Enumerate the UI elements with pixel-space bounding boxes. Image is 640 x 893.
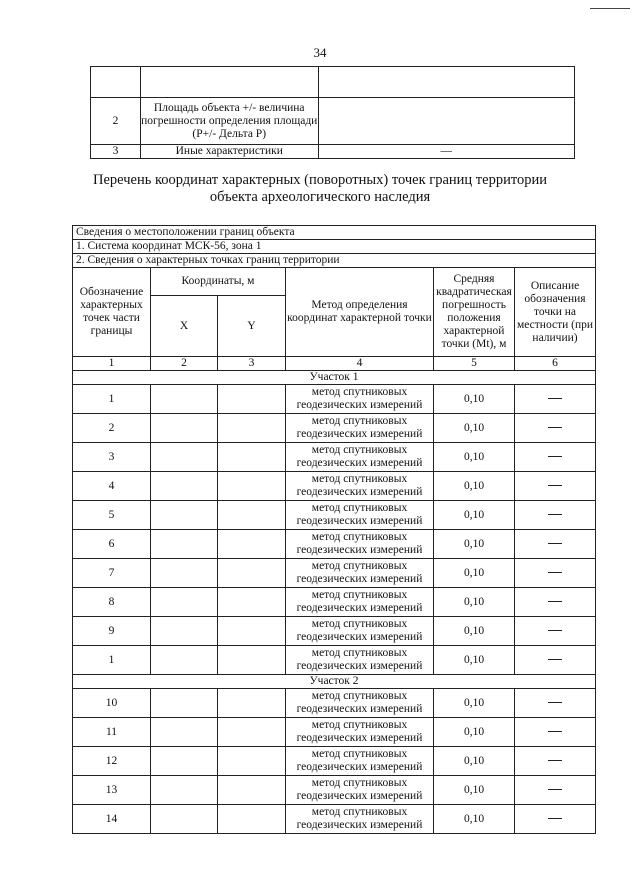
method-text: геодезических измерений [296, 819, 423, 831]
table-row [73, 530, 596, 559]
method-cell [286, 472, 434, 501]
characteristic-name [140, 67, 318, 98]
table-row [73, 501, 596, 530]
accuracy-value: 0,10 [434, 588, 515, 617]
dash-mark [548, 760, 562, 761]
accuracy-value: 0,10 [434, 747, 515, 776]
y-coordinate [218, 414, 286, 443]
y-coordinate [218, 747, 286, 776]
method-cell [286, 385, 434, 414]
method-text: метод спутниковых [311, 415, 408, 427]
method-text: геодезических измерений [296, 515, 423, 527]
description-cell [515, 414, 596, 443]
y-coordinate [218, 588, 286, 617]
method-text: метод спутниковых [311, 444, 408, 456]
table-row [91, 145, 575, 159]
description-cell [515, 530, 596, 559]
table-row [73, 588, 596, 617]
point-number: 13 [73, 776, 151, 805]
x-header: X [151, 296, 218, 357]
method-text: метод спутниковых [311, 748, 408, 760]
section-header: Сведения о местоположении границ объекта [73, 226, 596, 240]
method-text: геодезических измерений [296, 399, 423, 411]
method-text: геодезических измерений [296, 573, 423, 585]
description-cell [515, 689, 596, 718]
dash-mark [548, 659, 562, 660]
table-row [73, 385, 596, 414]
point-number: 8 [73, 588, 151, 617]
table-row [73, 646, 596, 675]
characteristic-value [318, 67, 574, 98]
method-text: метод спутниковых [311, 531, 408, 543]
coordinates-table [72, 225, 596, 834]
dash-mark [548, 514, 562, 515]
title-line-1: Перечень координат характерных (поворотных) точек границ территории [92, 172, 548, 188]
method-text: метод спутниковых [311, 777, 408, 789]
table-row [73, 747, 596, 776]
x-coordinate [151, 776, 218, 805]
method-text: метод спутниковых [311, 473, 408, 485]
parcel-label-row [73, 371, 596, 385]
top-edge-line [590, 8, 630, 9]
description-cell [515, 776, 596, 805]
dash-mark [548, 543, 562, 544]
parcel-label: Участок 1 [73, 371, 596, 385]
point-number: 9 [73, 617, 151, 646]
point-number: 6 [73, 530, 151, 559]
description-cell [515, 805, 596, 834]
description-cell [515, 559, 596, 588]
y-coordinate [218, 501, 286, 530]
method-text: метод спутниковых [311, 386, 408, 398]
x-coordinate [151, 747, 218, 776]
accuracy-value: 0,10 [434, 718, 515, 747]
description-cell [515, 472, 596, 501]
x-coordinate [151, 414, 218, 443]
x-coordinate [151, 617, 218, 646]
accuracy-value: 0,10 [434, 559, 515, 588]
method-text: метод спутниковых [311, 719, 408, 731]
y-coordinate [218, 559, 286, 588]
method-text: геодезических измерений [296, 761, 423, 773]
x-coordinate [151, 805, 218, 834]
x-coordinate [151, 559, 218, 588]
method-text: метод спутниковых [311, 560, 408, 572]
row-number: 3 [91, 145, 141, 159]
description-cell [515, 617, 596, 646]
dash-mark [548, 731, 562, 732]
method-text: геодезических измерений [296, 703, 423, 715]
method-text: геодезических измерений [296, 602, 423, 614]
description-cell [515, 501, 596, 530]
point-number: 4 [73, 472, 151, 501]
accuracy-value: 0,10 [434, 501, 515, 530]
dash-mark [548, 456, 562, 457]
method-cell [286, 776, 434, 805]
dash-mark [548, 601, 562, 602]
x-coordinate [151, 501, 218, 530]
accuracy-value: 0,10 [434, 646, 515, 675]
method-text: геодезических измерений [296, 631, 423, 643]
coordinates-header: Координаты, м [151, 268, 286, 296]
y-coordinate [218, 530, 286, 559]
method-text: метод спутниковых [311, 589, 408, 601]
table-row [91, 98, 575, 145]
characteristic-name: Площадь объекта +/- величина погрешности определения площади (Р+/- Дельта Р) [140, 98, 318, 145]
y-coordinate [218, 689, 286, 718]
method-text: геодезических измерений [296, 428, 423, 440]
row-number: 2 [91, 98, 141, 145]
method-text: геодезических измерений [296, 660, 423, 672]
table-row [91, 67, 575, 98]
table-row [73, 617, 596, 646]
x-coordinate [151, 472, 218, 501]
y-coordinate [218, 718, 286, 747]
method-cell [286, 646, 434, 675]
column-number: 1 [73, 357, 151, 371]
table-row [73, 472, 596, 501]
dash-mark [548, 398, 562, 399]
point-number: 10 [73, 689, 151, 718]
characteristic-value [318, 98, 574, 145]
table-row [73, 805, 596, 834]
method-text: геодезических измерений [296, 486, 423, 498]
description-cell [515, 385, 596, 414]
accuracy-value: 0,10 [434, 385, 515, 414]
page-number: 34 [313, 45, 327, 60]
table-row [73, 718, 596, 747]
accuracy-value: 0,10 [434, 443, 515, 472]
y-coordinate [218, 805, 286, 834]
method-text: метод спутниковых [311, 647, 408, 659]
dash-mark [548, 789, 562, 790]
method-cell [286, 747, 434, 776]
y-coordinate [218, 776, 286, 805]
accuracy-value: 0,10 [434, 530, 515, 559]
coordinate-system: 1. Система координат МСК-56, зона 1 [73, 240, 596, 254]
y-header: Y [218, 296, 286, 357]
table-row [73, 414, 596, 443]
title-line-2: объекта археологического наследия [209, 189, 431, 205]
table-row [73, 776, 596, 805]
method-cell [286, 559, 434, 588]
description-cell [515, 443, 596, 472]
method-text: метод спутниковых [311, 690, 408, 702]
method-cell [286, 718, 434, 747]
point-number: 3 [73, 443, 151, 472]
row-number [91, 67, 141, 98]
dash-mark [548, 630, 562, 631]
method-text: геодезических измерений [296, 544, 423, 556]
x-coordinate [151, 530, 218, 559]
method-text: метод спутниковых [311, 806, 408, 818]
point-number: 1 [73, 385, 151, 414]
point-number: 12 [73, 747, 151, 776]
description-cell [515, 718, 596, 747]
method-text: геодезических измерений [296, 790, 423, 802]
table-row [73, 689, 596, 718]
dash-mark [548, 818, 562, 819]
description-cell [515, 747, 596, 776]
dash-mark [548, 702, 562, 703]
x-coordinate [151, 646, 218, 675]
dash-mark [548, 572, 562, 573]
method-text: геодезических измерений [296, 732, 423, 744]
method-cell [286, 588, 434, 617]
column-number: 2 [151, 357, 218, 371]
point-number: 14 [73, 805, 151, 834]
method-text: метод спутниковых [311, 618, 408, 630]
y-coordinate [218, 646, 286, 675]
characteristics-table [90, 66, 575, 159]
method-cell [286, 617, 434, 646]
accuracy-value: 0,10 [434, 617, 515, 646]
parcel-label: Участок 2 [73, 675, 596, 689]
x-coordinate [151, 718, 218, 747]
method-cell [286, 530, 434, 559]
column-number: 4 [286, 357, 434, 371]
description-cell [515, 646, 596, 675]
description-cell [515, 588, 596, 617]
method-text: метод спутниковых [311, 502, 408, 514]
method-cell [286, 443, 434, 472]
accuracy-header: Средняя квадратическая погрешность положения характерной точки (Mt), м [434, 268, 515, 357]
y-coordinate [218, 385, 286, 414]
point-number: 2 [73, 414, 151, 443]
y-coordinate [218, 472, 286, 501]
dash-mark [548, 427, 562, 428]
column-number: 3 [218, 357, 286, 371]
method-cell [286, 414, 434, 443]
x-coordinate [151, 588, 218, 617]
accuracy-value: 0,10 [434, 472, 515, 501]
point-number: 5 [73, 501, 151, 530]
points-header: 2. Сведения о характерных точках границ территории [73, 254, 596, 268]
column-number: 5 [434, 357, 515, 371]
method-header: Метод определения координат характерной точки [286, 268, 434, 357]
column-number: 6 [515, 357, 596, 371]
method-cell [286, 805, 434, 834]
y-coordinate [218, 617, 286, 646]
point-number: 11 [73, 718, 151, 747]
x-coordinate [151, 689, 218, 718]
dash-mark [548, 485, 562, 486]
x-coordinate [151, 443, 218, 472]
point-number: 7 [73, 559, 151, 588]
accuracy-value: 0,10 [434, 689, 515, 718]
accuracy-value: 0,10 [434, 414, 515, 443]
table-row [73, 443, 596, 472]
method-cell [286, 501, 434, 530]
table-row [73, 559, 596, 588]
point-number: 1 [73, 646, 151, 675]
accuracy-value: 0,10 [434, 805, 515, 834]
x-coordinate [151, 385, 218, 414]
description-header: Описание обозначения точки на местности (при наличии) [515, 268, 596, 357]
designation-header: Обозначение характерных точек части границы [73, 268, 151, 357]
characteristic-value: — [318, 145, 574, 159]
y-coordinate [218, 443, 286, 472]
accuracy-value: 0,10 [434, 776, 515, 805]
document-title [60, 172, 580, 206]
method-text: геодезических измерений [296, 457, 423, 469]
characteristic-name: Иные характеристики [140, 145, 318, 159]
parcel-label-row [73, 675, 596, 689]
method-cell [286, 689, 434, 718]
